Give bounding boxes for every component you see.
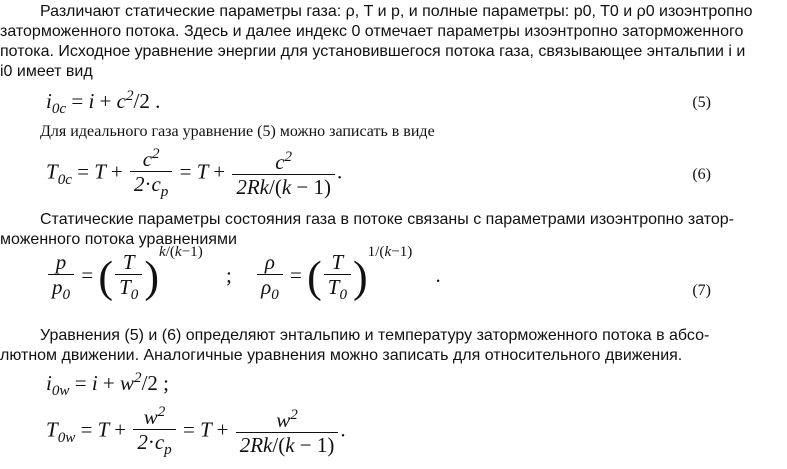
fraction: $\frac{T}{T_0}$ [324, 250, 351, 305]
fraction: $\frac{T}{T_0}$ [115, 250, 142, 305]
text-line: i0 имеет вид [0, 63, 93, 80]
equation-6-number: (6) [692, 166, 711, 183]
text-line: потока. Исходное уравнение энергии для установившегося потока газа, связывающее энтальпии i и [0, 43, 746, 60]
text-line: Для идеального газа уравнение (5) можно записать в виде [40, 123, 435, 140]
equation-6-formula: $T_{0c} = T$ + $\frac{c^2}{2\cdot c_p}$ = T + $\frac{c^2}{2Rk/(k - 1)}$ . [46, 146, 343, 201]
text-line: лютном движении. Аналогичные уравнения можно записать для относительного движения. [0, 347, 683, 364]
equation-6 [0, 146, 787, 204]
equation-i0w-formula: $i_{0w} = i + w^2/2$ ; [46, 370, 170, 400]
text-line: Различают статические параметры газа: ρ, T и p, и полные параметры: p0, T0 и ρ0 изоэнтропно [40, 3, 753, 20]
equation-t0w-formula: $T_{0w} = T$ + $\frac{w^2}{2\cdot c_p}$ = T + $\frac{w^2}{2Rk/(k - 1)}$ . [46, 404, 346, 459]
paragraph-static-and-total-parameters [0, 2, 787, 82]
text-line: моженного потока уравнениями [0, 231, 237, 248]
equation-5-number: (5) [692, 94, 711, 111]
text-line: Уравнения (5) и (6) определяют энтальпию и температуру заторможенного потока в абсо- [40, 327, 710, 344]
equation-7 [0, 244, 787, 314]
equation-5-formula: $i_{0c} = i + c^2/2$ . [46, 88, 161, 118]
equation-t0w [0, 404, 787, 464]
equation-7-formula: $\frac{p}{p_0}$ = ( $\frac{T}{T_0}$ )$^{k/(k-1)}$ ; $\frac{\rho}{\rho_0}$ = ( $\frac{T}{T_0}$ )$^{1/(k-1)}$ . [46, 250, 441, 305]
fraction: $\frac{p}{p_0}$ [48, 250, 74, 305]
fraction: $\frac{\rho}{\rho_0}$ [257, 250, 283, 305]
fraction: $\frac{c^2}{2\cdot c_p}$ [130, 146, 172, 202]
fraction: $\frac{c^2}{2Rk/(k - 1)}$ [232, 149, 335, 199]
text-line: Статические параметры состояния газа в потоке связаны с параметрами изоэнтропно затор- [40, 211, 735, 228]
paragraph-ideal-gas [0, 122, 787, 142]
equation-separator: ; [226, 263, 232, 288]
paragraph-relative-motion [0, 326, 787, 366]
text-line: заторможенного потока. Здесь и далее индекс 0 отмечает параметры изоэнтропно заторможенного [0, 23, 744, 40]
equation-7-number: (7) [692, 282, 711, 299]
fraction: $\frac{w^2}{2Rk/(k - 1)}$ [236, 407, 339, 457]
fraction: $\frac{w^2}{2\cdot c_p}$ [133, 404, 175, 460]
